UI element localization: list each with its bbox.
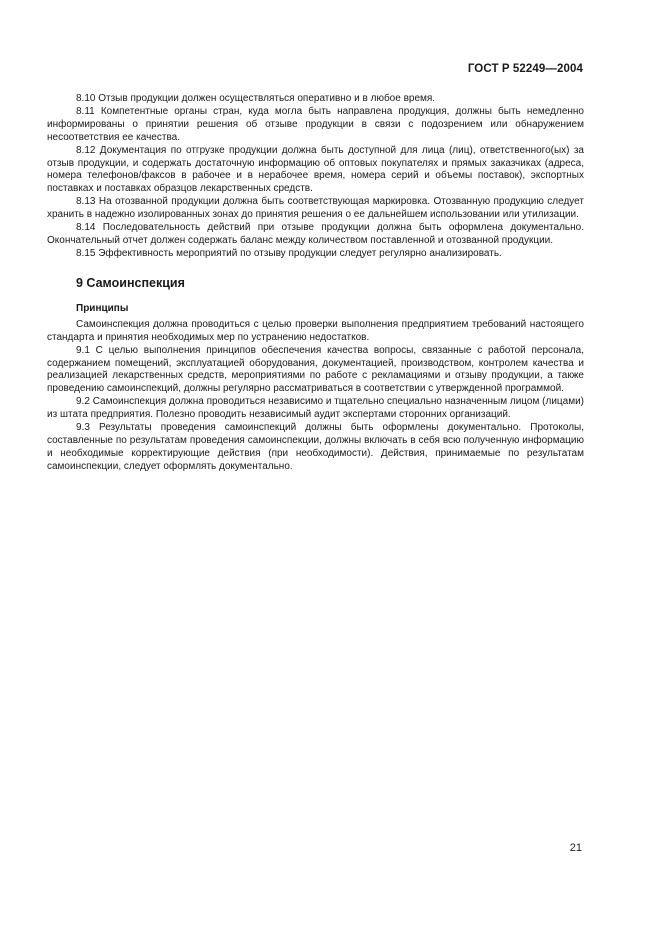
page-number: 21 xyxy=(569,842,582,854)
document-standard-id: ГОСТ Р 52249—2004 xyxy=(467,63,583,75)
section-9-title: 9 Самоинспекция xyxy=(76,275,185,290)
paragraph-8-14: 8.14 Последовательность действий при отзыве продукции должна быть оформлена документально. Окончательный отчет должен содержать баланс между количеством поставленной и отозванной продукции. xyxy=(47,222,584,246)
paragraph-8-10: 8.10 Отзыв продукции должен осуществляться оперативно и в любое время. xyxy=(76,93,436,104)
page-body xyxy=(47,93,584,474)
paragraph-9-intro: Самоинспекция должна проводиться с целью проверки выполнения предприятием требований настоящего стандарта и принятия необходимых мер по устранению недостатков. xyxy=(47,318,584,343)
paragraph-8-15: 8.15 Эффективность мероприятий по отзыву продукции следует регулярно анализировать. xyxy=(76,247,502,259)
paragraph-9-1: 9.1 С целью выполнения принципов обеспечения качества вопросы, связанные с работой персонала, содержанием помещений, эксплуатацией оборудования, документацией, производством, контролем качества и реализацией лекарственных средств, мероприятиями по работе с рекламациями и отзыву продукции, а также проведению самоинспекций, должны регулярно рассматриваться в соответствии с утвержденной программой. xyxy=(47,344,584,395)
paragraph-8-12: 8.12 Документация по отгрузке продукции должна быть доступной для лица (лиц), ответственного(ых) за отзыв продукции, и содержать достаточную информацию об оптовых покупателях и прямых заказчиках (адреса, номера телефонов/факсов в рабочее и в нерабочее время, номера серий и объемы поставок), экспортных поставках и поставках образцов лекарственных средств. xyxy=(47,144,584,195)
paragraph-9-3: 9.3 Результаты проведения самоинспекций должны быть оформлены документально. Протоколы, составленные по результатам проведения самоинспекции, должны включать в себя всю полученную информацию и необходимые корректирующие действия (при необходимости). Действия, принимаемые по результатам самоинспекции, следует оформлять документально. xyxy=(47,422,584,472)
paragraph-8-11: 8.11 Компетентные органы стран, куда могла быть направлена продукция, должны быть немедленно информированы о принятии решения об отзыве продукции в связи с подозрением или обнаружением несоответствия ее качества. xyxy=(47,105,584,143)
paragraph-8-13: 8.13 На отозванной продукции должна быть соответствующая маркировка. Отозванную продукцию следует хранить в надежно изолированных зонах до принятия решения о ее дальнейшем использовании или утилизации. xyxy=(47,196,584,221)
section-9-subheading: Принципы xyxy=(76,302,129,314)
paragraph-9-2: 9.2 Самоинспекция должна проводиться независимо и тщательно специально назначенным лицом (лицами) из штата предприятия. Полезно проводить независимый аудит экспертами сторонних организаций. xyxy=(47,396,584,421)
